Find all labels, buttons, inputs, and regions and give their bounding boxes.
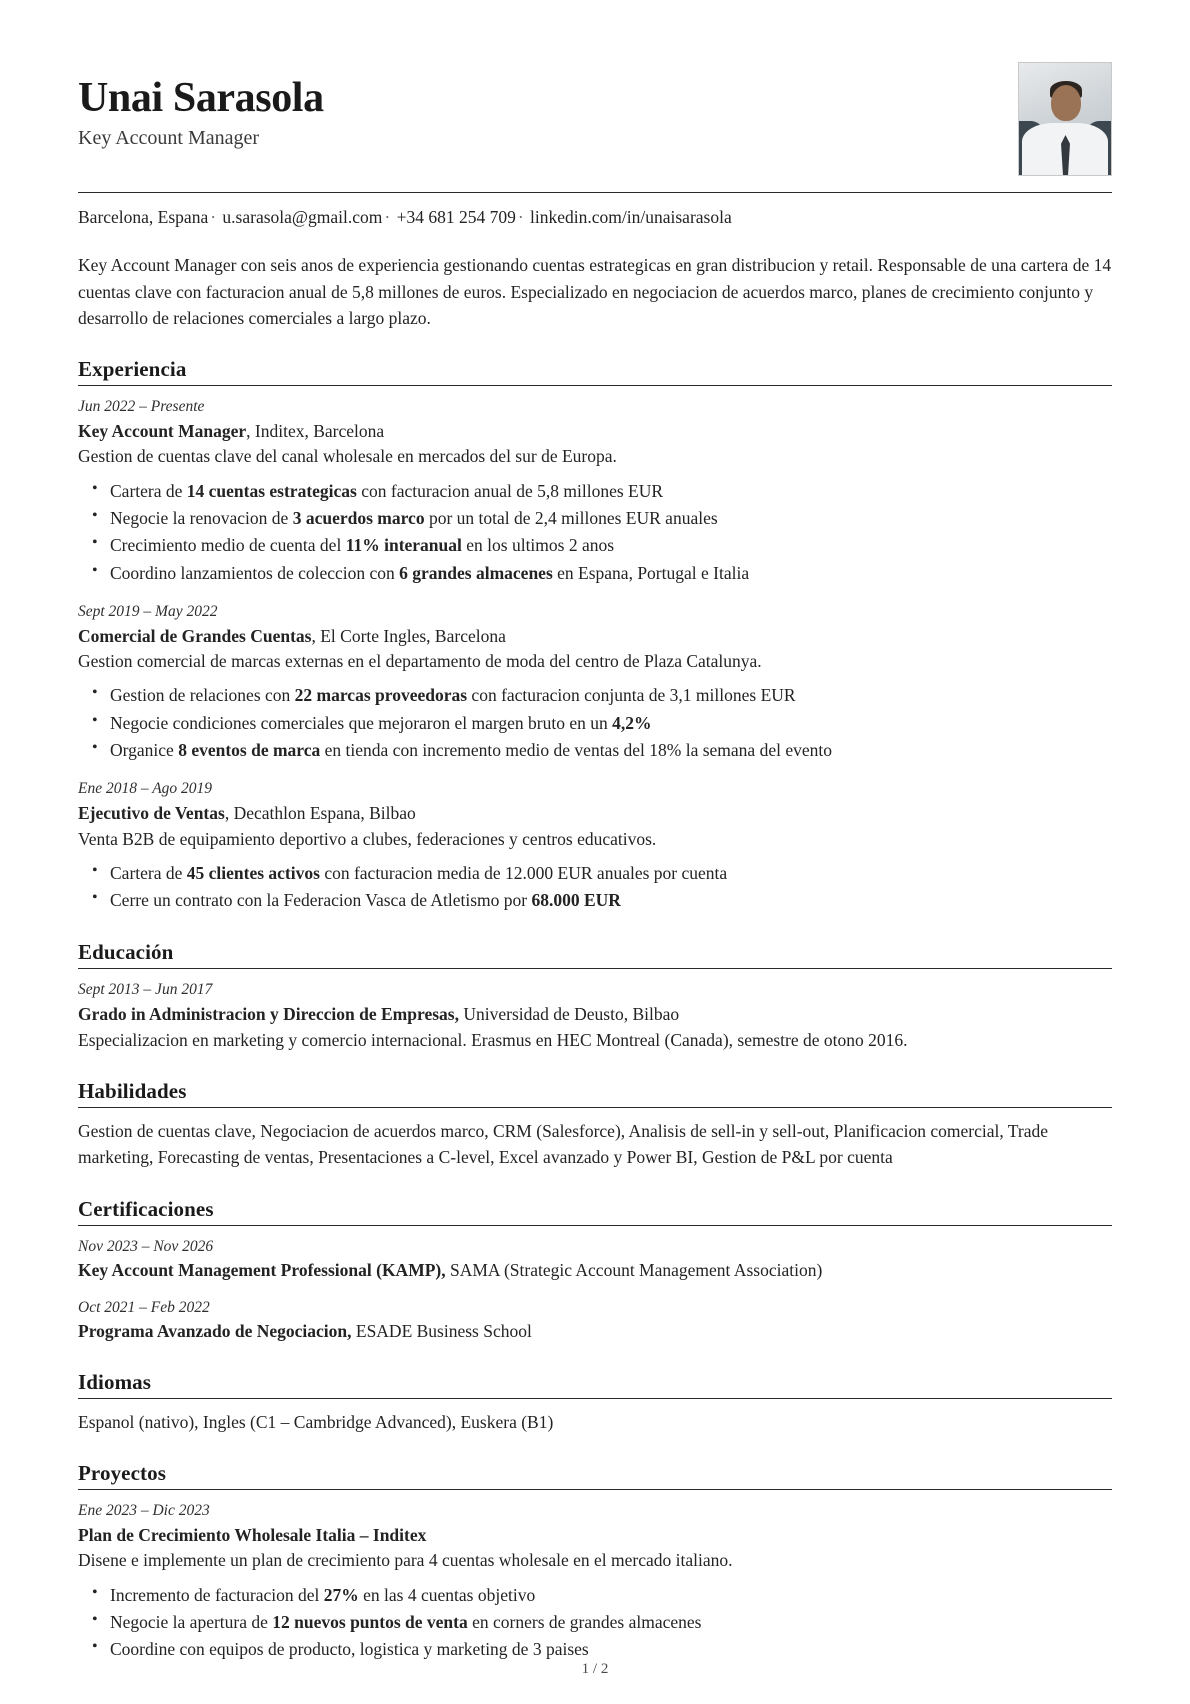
bullet-text-strong: 68.000 EUR [531,890,621,911]
bullet-text-strong: 4,2% [612,712,652,733]
section-divider-experience [78,385,1112,386]
entry-meta: Universidad de Deusto, Bilbao [458,1004,680,1025]
section-title-skills: Habilidades [78,1079,187,1104]
entry-description: Especializacion en marketing y comercio internacional. Erasmus en HEC Montreal (Canada), semestre de otono 2016. [78,1029,908,1050]
entry-degree: Grado in Administracion y Direccion de Empresas, [78,1004,459,1025]
entry-role: Key Account Manager [78,420,247,441]
section-experience [78,357,1112,914]
project-entry [78,1500,1112,1663]
list-item [108,737,1112,764]
bullet-text-strong: 6 grandes almacenes [399,562,553,583]
bullet-text-pre: Coordino lanzamientos de coleccion con [110,562,400,583]
bullet-text-strong: 3 acuerdos marco [292,507,425,528]
bullet-text-strong: 14 cuentas estrategicas [186,480,357,501]
contact-line [78,205,1112,230]
entry-role: Ejecutivo de Ventas [78,803,225,824]
bullet-text-post: en los ultimos 2 anos [461,535,615,556]
bullet-text-strong: 8 eventos de marca [178,740,321,761]
section-title-education: Educación [78,940,174,965]
list-item [108,887,1112,914]
languages-text: Espanol (nativo), Ingles (C1 – Cambridge Advanced), Euskera (B1) [78,1411,554,1432]
entry-meta: SAMA (Strategic Account Management Association) [445,1260,823,1281]
header-divider [78,192,1112,193]
bullet-text-post: en corners de grandes almacenes [467,1612,702,1633]
list-item [108,560,1112,587]
contact-location: Barcelona, Espana [78,207,209,227]
avatar [1018,62,1112,176]
entry-bullets [78,682,1112,764]
entry-meta: , Inditex, Barcelona [246,420,385,441]
section-skills [78,1079,1112,1171]
professional-summary: Key Account Manager con seis anos de experiencia gestionando cuentas estrategicas en gran distribucion y retail. Responsable de una cartera de 14 cuentas clave con facturacion anual de 5,8 millones de euros. Especializado en negociacion de acuerdos marco, planes de crecimiento conjunto y desarrollo de relaciones comerciales a largo plazo. [78,255,1112,328]
bullet-text-pre: Cartera de [110,862,187,883]
section-divider-projects [78,1489,1112,1490]
contact-linkedin[interactable]: linkedin.com/in/unaisarasola [530,207,732,227]
education-entry [78,979,1112,1053]
bullet-text-post: por un total de 2,4 millones EUR anuales [424,507,718,528]
list-item [108,532,1112,559]
entry-meta: , El Corte Ingles, Barcelona [311,625,506,646]
entry-heading [78,1319,1112,1344]
bullet-text-pre: Coordine con equipos de producto, logistica y marketing de 3 paises [110,1639,589,1660]
project-name: Plan de Crecimiento Wholesale Italia – Inditex [78,1524,427,1545]
list-item [108,1582,1112,1609]
bullet-text-pre: Negocie condiciones comerciales que mejoraron el margen bruto en un [110,712,613,733]
section-title-projects: Proyectos [78,1461,166,1486]
list-item [108,1636,1112,1663]
list-item [108,710,1112,737]
list-item [108,478,1112,505]
section-divider-certifications [78,1225,1112,1226]
bullet-text-pre: Cartera de [110,480,187,501]
entry-bullets [78,860,1112,915]
section-projects [78,1461,1112,1663]
section-divider-education [78,968,1112,969]
entry-heading [78,1523,1112,1548]
experience-entry [78,396,1112,587]
bullet-text-pre: Crecimiento medio de cuenta del [110,535,346,556]
entry-description: Gestion comercial de marcas externas en el departamento de moda del centro de Plaza Catalunya. [78,651,762,672]
photo-face [1051,85,1081,121]
section-title-experience: Experiencia [78,357,187,382]
certification-entry [78,1236,1112,1283]
entry-date: Ene 2023 – Dic 2023 [78,1502,210,1520]
skills-text: Gestion de cuentas clave, Negociacion de acuerdos marco, CRM (Salesforce), Analisis de sell-in y sell-out, Planificacion comercial, Trade marketing, Forecasting de ventas, Presentaciones a C-level, Excel avanzado y Power BI, Gestion de P&L por cuenta [78,1121,1048,1168]
entry-heading [78,1002,1112,1027]
entry-role: Comercial de Grandes Cuentas [78,625,312,646]
entry-heading [78,419,1112,444]
bullet-text-pre: Negocie la renovacion de [110,507,293,528]
bullet-text-post: en las 4 cuentas objetivo [358,1584,536,1605]
section-title-certifications: Certificaciones [78,1196,214,1221]
entry-heading [78,624,1112,649]
bullet-text-strong: 27% [323,1584,359,1605]
entry-meta: ESADE Business School [351,1321,532,1342]
section-divider-skills [78,1107,1112,1108]
bullet-text-post: con facturacion media de 12.000 EUR anuales por cuenta [319,862,728,883]
entry-heading [78,801,1112,826]
certification-name: Key Account Management Professional (KAMP), [78,1260,446,1281]
contact-email[interactable]: u.sarasola@gmail.com [222,207,383,227]
bullet-text-strong: 12 nuevos puntos de venta [272,1612,468,1633]
bullet-text-strong: 22 marcas proveedoras [294,685,468,706]
entry-description: Disene e implemente un plan de crecimiento para 4 cuentas wholesale en el mercado italiano. [78,1550,733,1571]
entry-description: Gestion de cuentas clave del canal wholesale en mercados del sur de Europa. [78,446,617,467]
contact-separator-1: · [210,207,217,227]
bullet-text-strong: 45 clientes activos [186,862,320,883]
section-certifications [78,1197,1112,1344]
section-languages [78,1370,1112,1435]
headline: Key Account Manager [78,127,260,150]
bullet-text-pre: Organice [110,740,179,761]
experience-entry [78,778,1112,914]
entry-bullets [78,478,1112,587]
page-indicator: 1 / 2 [581,1660,609,1677]
contact-separator-2: · [384,207,391,227]
page-title: Unai Sarasola [78,75,324,121]
bullet-text-strong: 11% interanual [345,535,462,556]
bullet-text-pre: Cerre un contrato con la Federacion Vasca de Atletismo por [110,890,532,911]
bullet-text-post: con facturacion anual de 5,8 millones EUR [356,480,664,501]
list-item [108,860,1112,887]
list-item [108,682,1112,709]
header-text-block [78,62,324,150]
section-education [78,940,1112,1053]
entry-bullets [78,1582,1112,1664]
certification-entry [78,1297,1112,1344]
entry-date: Ene 2018 – Ago 2019 [78,780,213,798]
entry-date: Jun 2022 – Presente [78,398,205,416]
entry-date: Oct 2021 – Feb 2022 [78,1298,210,1316]
bullet-text-pre: Gestion de relaciones con [110,685,295,706]
contact-separator-3: · [517,207,524,227]
bullet-text-post: con facturacion conjunta de 3,1 millones EUR [467,685,796,706]
resume-header [78,62,1112,176]
list-item [108,505,1112,532]
list-item [108,1609,1112,1636]
entry-date: Nov 2023 – Nov 2026 [78,1237,214,1255]
bullet-text-post: en tienda con incremento medio de ventas del 18% la semana del evento [320,740,832,761]
entry-heading [78,1258,1112,1283]
certification-name: Programa Avanzado de Negociacion, [78,1321,352,1342]
section-title-languages: Idiomas [78,1369,152,1394]
experience-entry [78,601,1112,764]
section-divider-languages [78,1398,1112,1399]
bullet-text-pre: Negocie la apertura de [110,1612,273,1633]
entry-meta: , Decathlon Espana, Bilbao [224,803,416,824]
page-footer [0,1661,1190,1678]
entry-description: Venta B2B de equipamiento deportivo a clubes, federaciones y centros educativos. [78,828,657,849]
entry-date: Sept 2019 – May 2022 [78,602,218,620]
bullet-text-post: en Espana, Portugal e Italia [552,562,750,583]
entry-date: Sept 2013 – Jun 2017 [78,981,213,999]
bullet-text-pre: Incremento de facturacion del [110,1584,324,1605]
contact-phone[interactable]: +34 681 254 709 [396,207,516,227]
